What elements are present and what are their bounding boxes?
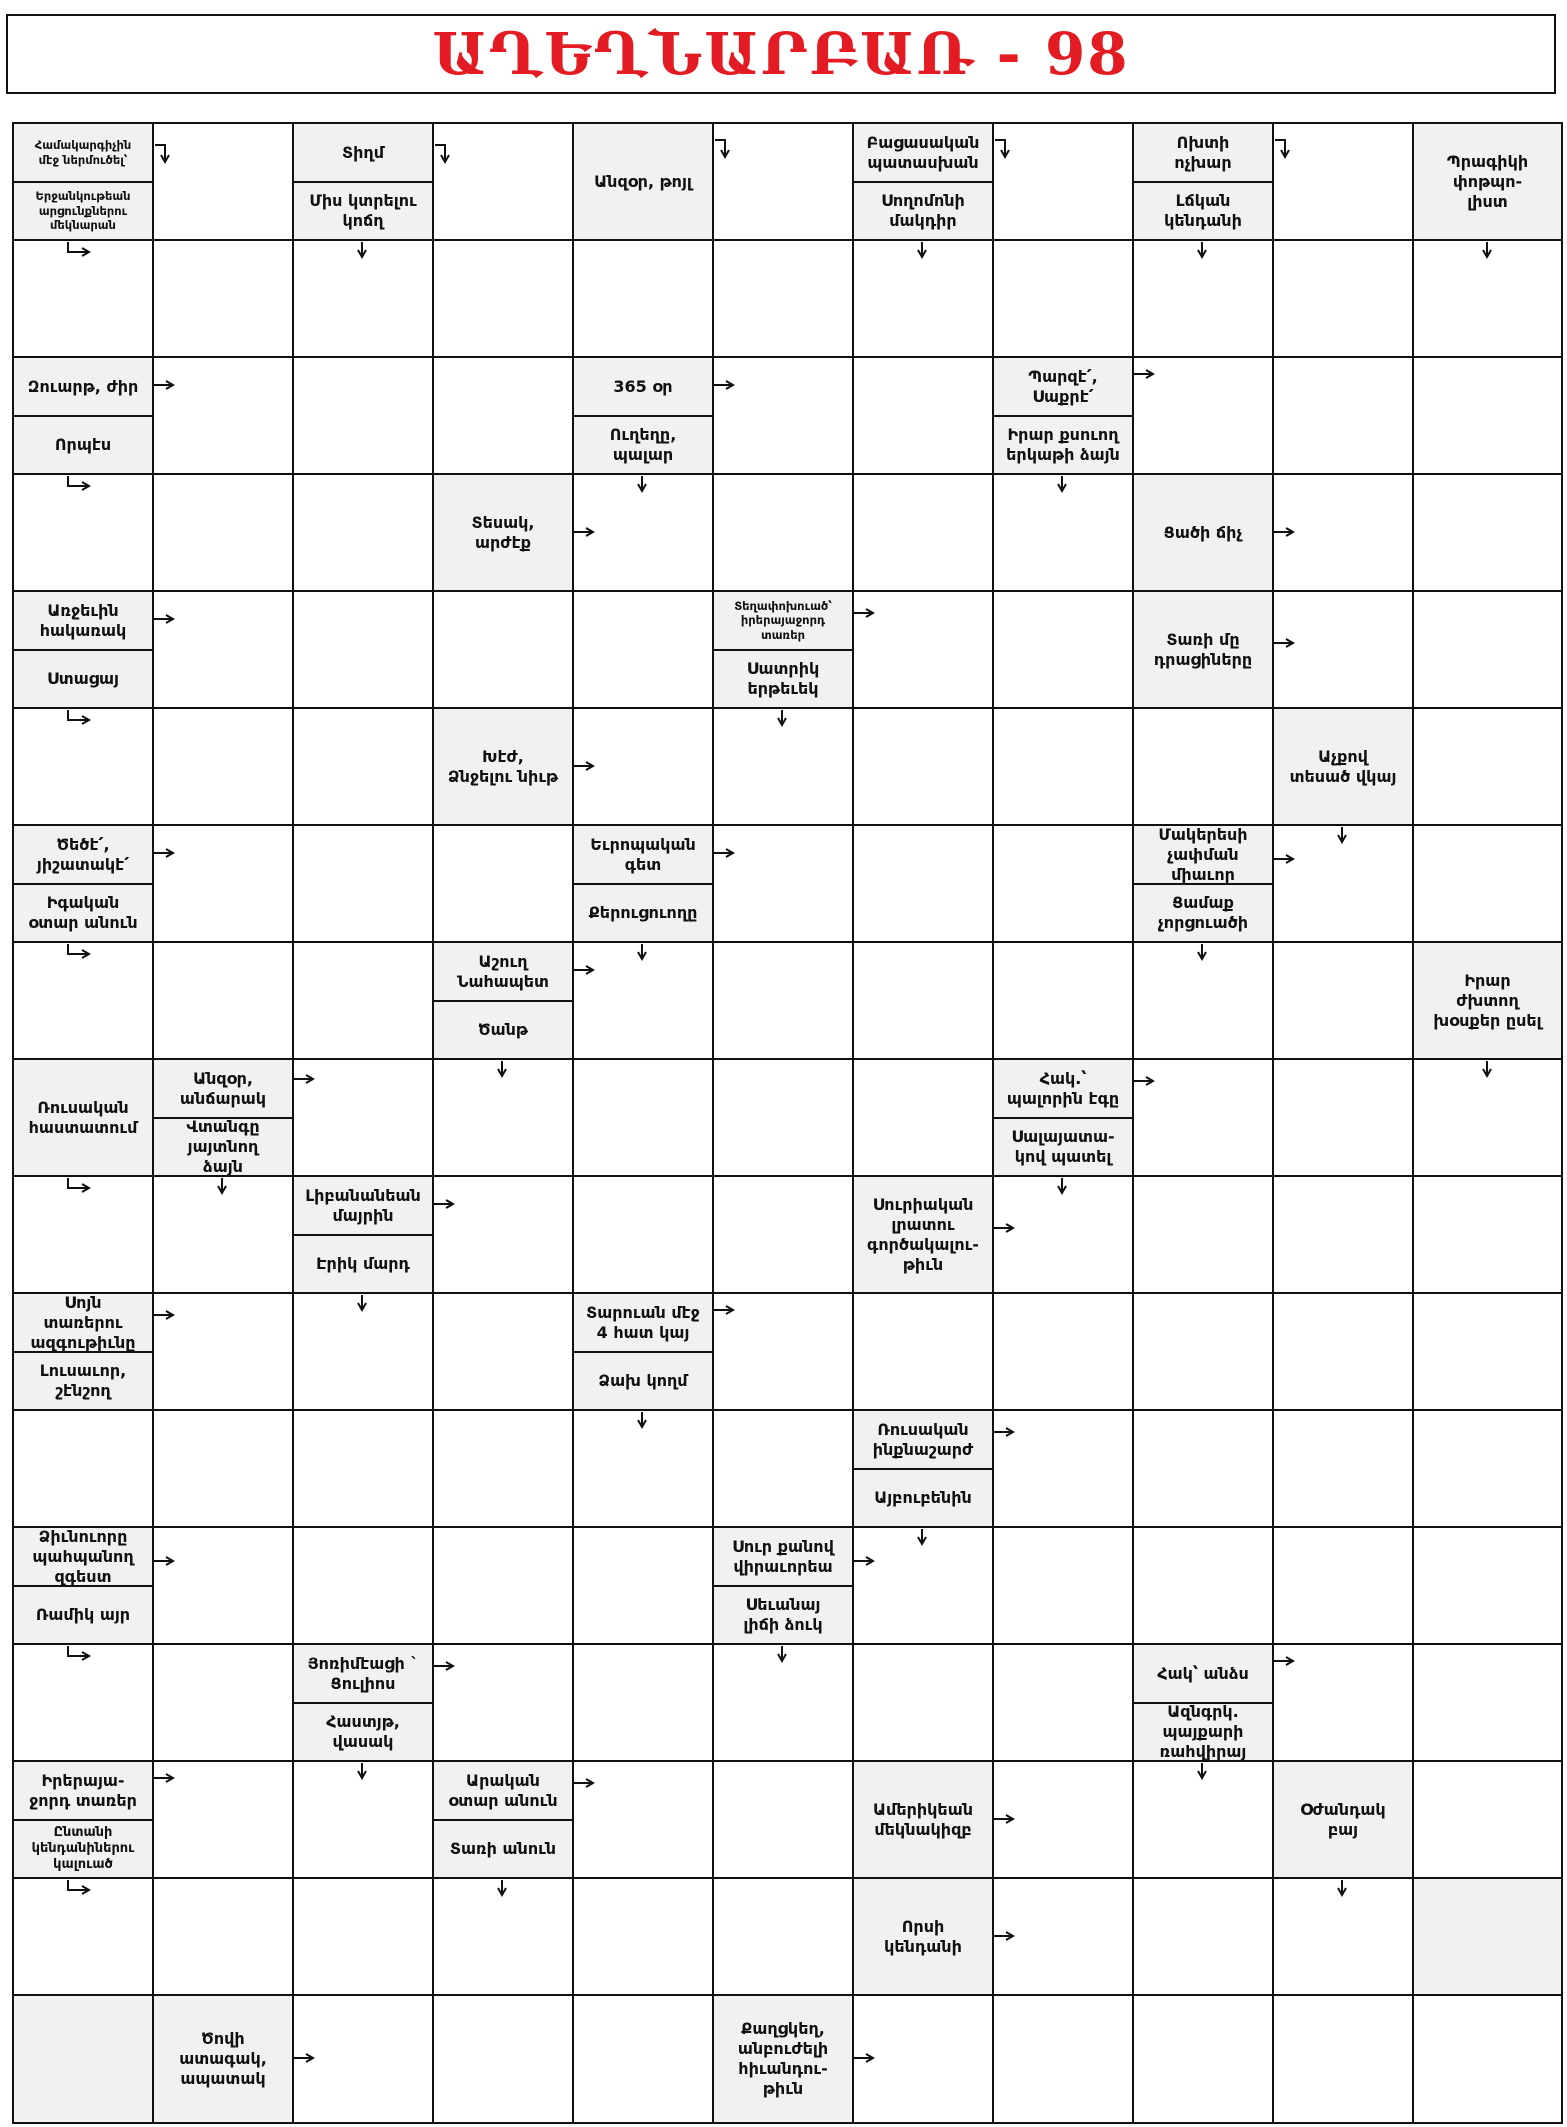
answer-cell[interactable] bbox=[292, 473, 434, 592]
answer-cell[interactable] bbox=[152, 590, 294, 709]
clue-cell-top: Ծեծէ՛, յիշատակէ՛ bbox=[12, 824, 154, 885]
clue-cell-bottom: Երջանկութեան արցունքներու մեկնարան bbox=[12, 181, 154, 241]
arrow-icon bbox=[1134, 1081, 1135, 1082]
clue-cell: Իրար ժխտող խօսքեր ըսել bbox=[1412, 941, 1563, 1060]
arrow-icon bbox=[154, 1315, 155, 1316]
clue-cell-bottom: Իգական օտար անուն bbox=[12, 883, 154, 943]
answer-cell[interactable] bbox=[572, 1175, 714, 1294]
answer-cell[interactable] bbox=[1132, 1409, 1274, 1528]
answer-cell[interactable] bbox=[1272, 1994, 1414, 2124]
title-box bbox=[6, 14, 1556, 94]
answer-cell[interactable] bbox=[1132, 1292, 1274, 1411]
answer-cell[interactable] bbox=[992, 239, 1134, 358]
arrow-icon bbox=[294, 1079, 295, 1080]
arrow-icon bbox=[922, 1529, 923, 1530]
clue-cell-top: Ռուսական ինքնաշարժ bbox=[852, 1409, 994, 1470]
answer-cell[interactable] bbox=[712, 1175, 854, 1294]
answer-cell[interactable] bbox=[1272, 122, 1414, 241]
answer-cell[interactable] bbox=[1412, 1175, 1563, 1294]
clue-cell-top: Լիբանանեան մայրին bbox=[292, 1175, 434, 1236]
arrow-icon bbox=[82, 1880, 83, 1881]
answer-cell[interactable] bbox=[152, 941, 294, 1060]
answer-cell[interactable] bbox=[1132, 1526, 1274, 1645]
answer-cell[interactable] bbox=[712, 473, 854, 592]
arrow-icon bbox=[82, 242, 83, 243]
answer-cell[interactable] bbox=[12, 707, 154, 826]
answer-cell[interactable] bbox=[1412, 1760, 1563, 1879]
answer-cell[interactable] bbox=[432, 1994, 574, 2124]
clue-cell-top: Հակ՝ անձս bbox=[1132, 1643, 1274, 1704]
answer-cell[interactable] bbox=[852, 941, 994, 1060]
arrow-icon bbox=[854, 613, 855, 614]
answer-cell[interactable] bbox=[572, 1760, 714, 1879]
arrow-icon bbox=[642, 944, 643, 945]
arrow-icon bbox=[82, 1646, 83, 1647]
arrow-icon bbox=[362, 1763, 363, 1764]
answer-cell[interactable] bbox=[152, 122, 294, 241]
answer-cell[interactable] bbox=[852, 707, 994, 826]
answer-cell[interactable] bbox=[152, 1526, 294, 1645]
clue-cell-bottom: Լուսաւոր, շէնշող bbox=[12, 1351, 154, 1411]
answer-cell[interactable] bbox=[432, 356, 574, 475]
arrow-icon bbox=[1202, 1763, 1203, 1764]
arrow-icon bbox=[82, 1178, 83, 1179]
arrow-icon bbox=[1487, 1061, 1488, 1062]
clue-cell: Պրագիկի փոթպո- լիստ bbox=[1412, 122, 1563, 241]
answer-cell[interactable] bbox=[12, 1409, 154, 1528]
clue-cell-top: Համակարգիչին մէջ ներմուծել՝ bbox=[12, 122, 154, 183]
arrow-icon bbox=[1274, 1661, 1275, 1662]
arrow-icon bbox=[994, 1936, 995, 1937]
clue-cell-top: Բացասական պատասխան bbox=[852, 122, 994, 183]
clue-cell-bottom: Իրար քսուող երկաթի ձայն bbox=[992, 415, 1134, 475]
clue-cell-top: Հակ.՝ պալորին էգը bbox=[992, 1058, 1134, 1119]
answer-cell[interactable] bbox=[1272, 1292, 1414, 1411]
arrow-icon bbox=[995, 140, 996, 141]
arrow-icon bbox=[994, 1228, 995, 1229]
arrow-icon bbox=[82, 944, 83, 945]
answer-cell[interactable] bbox=[712, 1877, 854, 1996]
answer-cell[interactable] bbox=[152, 239, 294, 358]
answer-cell[interactable] bbox=[12, 473, 154, 592]
answer-cell[interactable] bbox=[1132, 707, 1274, 826]
answer-cell[interactable] bbox=[152, 1643, 294, 1762]
clue-cell-bottom: Ցամաք չորցուածի bbox=[1132, 883, 1274, 943]
clue-cell-bottom: Լճկան կենդանի bbox=[1132, 181, 1274, 241]
clue-cell-bottom: Ստացայ bbox=[12, 649, 154, 709]
arrow-icon bbox=[155, 145, 156, 146]
answer-cell[interactable] bbox=[432, 1409, 574, 1528]
clue-cell-bottom: Ուղեղը, պալար bbox=[572, 415, 714, 475]
answer-cell[interactable] bbox=[432, 239, 574, 358]
answer-cell[interactable] bbox=[432, 1292, 574, 1411]
arrow-icon bbox=[82, 710, 83, 711]
answer-cell[interactable] bbox=[292, 590, 434, 709]
answer-cell[interactable] bbox=[1412, 590, 1563, 709]
answer-cell[interactable] bbox=[992, 122, 1134, 241]
clue-cell-bottom: Տառի անուն bbox=[432, 1819, 574, 1879]
blocked-cell bbox=[12, 1994, 154, 2124]
answer-cell[interactable] bbox=[1272, 1058, 1414, 1177]
answer-cell[interactable] bbox=[432, 590, 574, 709]
arrow-icon bbox=[574, 766, 575, 767]
answer-cell[interactable] bbox=[992, 1526, 1134, 1645]
crossword-grid bbox=[12, 122, 1561, 2122]
answer-cell[interactable] bbox=[152, 1409, 294, 1528]
answer-cell[interactable] bbox=[292, 941, 434, 1060]
answer-cell[interactable] bbox=[12, 1877, 154, 1996]
answer-cell[interactable] bbox=[992, 1643, 1134, 1762]
answer-cell[interactable] bbox=[852, 356, 994, 475]
arrow-icon bbox=[154, 1778, 155, 1779]
answer-cell[interactable] bbox=[712, 356, 854, 475]
arrow-icon bbox=[854, 1561, 855, 1562]
clue-cell: Անզօր, թոյլ bbox=[572, 122, 714, 241]
arrow-icon bbox=[714, 1310, 715, 1311]
arrow-icon bbox=[294, 2058, 295, 2059]
answer-cell[interactable] bbox=[712, 941, 854, 1060]
arrow-icon bbox=[82, 476, 83, 477]
arrow-icon bbox=[434, 1204, 435, 1205]
answer-cell[interactable] bbox=[432, 122, 574, 241]
answer-cell[interactable] bbox=[1272, 1175, 1414, 1294]
clue-cell-top: Սուր քանով վիրաւորեա bbox=[712, 1526, 854, 1587]
answer-cell[interactable] bbox=[292, 356, 434, 475]
answer-cell[interactable] bbox=[572, 590, 714, 709]
clue-cell: Քաղցկեղ, անբուժելի հիւանդու- թիւն bbox=[712, 1994, 854, 2124]
arrow-icon bbox=[642, 1412, 643, 1413]
clue-cell-top: Յոռիմէացի ` Ցուլիոս bbox=[292, 1643, 434, 1704]
arrow-icon bbox=[1202, 944, 1203, 945]
answer-cell[interactable] bbox=[1272, 941, 1414, 1060]
clue-cell: Խէժ, Ձնջելու նիւթ bbox=[432, 707, 574, 826]
answer-cell[interactable] bbox=[852, 824, 994, 943]
arrow-icon bbox=[1274, 532, 1275, 533]
answer-cell[interactable] bbox=[152, 1292, 294, 1411]
clue-cell-top: Աշուղ Նահապետ bbox=[432, 941, 574, 1002]
answer-cell[interactable] bbox=[12, 1175, 154, 1294]
answer-cell[interactable] bbox=[1272, 1409, 1414, 1528]
arrow-icon bbox=[502, 1880, 503, 1881]
answer-cell[interactable] bbox=[1272, 590, 1414, 709]
arrow-icon bbox=[1274, 643, 1275, 644]
answer-cell[interactable] bbox=[712, 1409, 854, 1528]
answer-cell[interactable] bbox=[852, 473, 994, 592]
answer-cell[interactable] bbox=[12, 941, 154, 1060]
answer-cell[interactable] bbox=[852, 1643, 994, 1762]
answer-cell[interactable] bbox=[1412, 824, 1563, 943]
answer-cell[interactable] bbox=[712, 239, 854, 358]
answer-cell[interactable] bbox=[432, 824, 574, 943]
answer-cell[interactable] bbox=[1412, 1643, 1563, 1762]
clue-cell-top: Տեղափոխուած՝ իրերայաջորդ տառեր bbox=[712, 590, 854, 651]
answer-cell[interactable] bbox=[852, 1994, 994, 2124]
answer-cell[interactable] bbox=[1132, 1994, 1274, 2124]
clue-cell-bottom: Ազնգրկ. պայքարի ռահվիրայ bbox=[1132, 1702, 1274, 1762]
arrow-icon bbox=[642, 476, 643, 477]
answer-cell[interactable] bbox=[1132, 1175, 1274, 1294]
answer-cell[interactable] bbox=[152, 473, 294, 592]
arrow-icon bbox=[1342, 827, 1343, 828]
arrow-icon bbox=[434, 1666, 435, 1667]
arrow-icon bbox=[782, 710, 783, 711]
clue-cell-bottom: Սողոմոնի մակդիր bbox=[852, 181, 994, 241]
arrow-icon bbox=[154, 1561, 155, 1562]
arrow-icon bbox=[574, 1783, 575, 1784]
answer-cell[interactable] bbox=[1272, 356, 1414, 475]
clue-cell: Տառի մը դրացիները bbox=[1132, 590, 1274, 709]
clue-cell-bottom: Սեւանայ լիճի ձուկ bbox=[712, 1585, 854, 1645]
clue-cell-bottom: Միս կտրելու կոճղ bbox=[292, 181, 434, 241]
answer-cell[interactable] bbox=[292, 1058, 434, 1177]
arrow-icon bbox=[1342, 1880, 1343, 1881]
clue-cell-top: Մակերեսի չափման միաւոր bbox=[1132, 824, 1274, 885]
arrow-icon bbox=[994, 1819, 995, 1820]
answer-cell[interactable] bbox=[152, 1877, 294, 1996]
answer-cell[interactable] bbox=[292, 1409, 434, 1528]
answer-cell[interactable] bbox=[992, 824, 1134, 943]
clue-cell-bottom: Քերուցուողը bbox=[572, 883, 714, 943]
answer-cell[interactable] bbox=[152, 356, 294, 475]
arrow-icon bbox=[782, 1646, 783, 1647]
clue-cell-top: Ձիւնուորը պահպանող զգեստ bbox=[12, 1526, 154, 1587]
clue-cell-bottom: Վտանգը յայտնող ձայն bbox=[152, 1117, 294, 1177]
answer-cell[interactable] bbox=[1412, 356, 1563, 475]
arrow-icon bbox=[1134, 374, 1135, 375]
answer-cell[interactable] bbox=[1412, 1409, 1563, 1528]
clue-cell: Ամերիկեան մեկնակիզբ bbox=[852, 1760, 994, 1879]
page-title: ԱՂԵՂՆԱՐԲԱՌ - 98 bbox=[432, 20, 1130, 88]
answer-cell[interactable] bbox=[572, 1994, 714, 2124]
answer-cell[interactable] bbox=[1412, 1994, 1563, 2124]
arrow-icon bbox=[502, 1061, 503, 1062]
arrow-icon bbox=[714, 853, 715, 854]
clue-cell-bottom: Հաստյթ, վասակ bbox=[292, 1702, 434, 1762]
arrow-icon bbox=[994, 1432, 995, 1433]
arrow-icon bbox=[922, 242, 923, 243]
arrow-icon bbox=[435, 145, 436, 146]
answer-cell[interactable] bbox=[292, 1994, 434, 2124]
answer-cell[interactable] bbox=[572, 1643, 714, 1762]
answer-cell[interactable] bbox=[12, 239, 154, 358]
arrow-icon bbox=[1062, 1178, 1063, 1179]
clue-cell-top: Եւրոպական գետ bbox=[572, 824, 714, 885]
answer-cell[interactable] bbox=[712, 122, 854, 241]
clue-cell-bottom: Սալայատա- կով պատել bbox=[992, 1117, 1134, 1177]
arrow-icon bbox=[1487, 242, 1488, 243]
arrow-icon bbox=[715, 140, 716, 141]
clue-cell-bottom: Սատրիկ երթեւեկ bbox=[712, 649, 854, 709]
answer-cell[interactable] bbox=[852, 590, 994, 709]
answer-cell[interactable] bbox=[292, 707, 434, 826]
clue-cell-top: Առջեւին հակառակ bbox=[12, 590, 154, 651]
clue-cell-top: Զուարթ, ժիր bbox=[12, 356, 154, 417]
clue-cell-top: Պարզէ՛, Սաքրէ՛ bbox=[992, 356, 1134, 417]
clue-cell-top: Անզօր, անճարակ bbox=[152, 1058, 294, 1119]
answer-cell[interactable] bbox=[712, 1058, 854, 1177]
clue-cell: Սուրիական լրատու գործակալու- թիւն bbox=[852, 1175, 994, 1294]
arrow-icon bbox=[1275, 140, 1276, 141]
arrow-icon bbox=[222, 1178, 223, 1179]
answer-cell[interactable] bbox=[852, 1292, 994, 1411]
clue-cell-bottom: Ձախ կողմ bbox=[572, 1351, 714, 1411]
answer-cell[interactable] bbox=[992, 1409, 1134, 1528]
answer-cell[interactable] bbox=[1412, 1526, 1563, 1645]
answer-cell[interactable] bbox=[992, 590, 1134, 709]
answer-cell[interactable] bbox=[992, 707, 1134, 826]
clue-cell-top: Արական օտար անուն bbox=[432, 1760, 574, 1821]
answer-cell[interactable] bbox=[1412, 473, 1563, 592]
answer-cell[interactable] bbox=[852, 1058, 994, 1177]
arrow-icon bbox=[154, 385, 155, 386]
clue-cell-top: Տիղմ bbox=[292, 122, 434, 183]
arrow-icon bbox=[574, 970, 575, 971]
clue-cell-top: Տարուան մէջ 4 հատ կայ bbox=[572, 1292, 714, 1353]
answer-cell[interactable] bbox=[572, 239, 714, 358]
answer-cell[interactable] bbox=[152, 824, 294, 943]
clue-cell-bottom: Էրիկ մարդ bbox=[292, 1234, 434, 1294]
answer-cell[interactable] bbox=[992, 1994, 1134, 2124]
clue-cell-top: 365 օր bbox=[572, 356, 714, 417]
answer-cell[interactable] bbox=[152, 707, 294, 826]
clue-cell: Ցածի ճիչ bbox=[1132, 473, 1274, 592]
arrow-icon bbox=[1202, 242, 1203, 243]
clue-cell: Որսի կենդանի bbox=[852, 1877, 994, 1996]
clue-cell-top: Իրերայա- ջորդ տառեր bbox=[12, 1760, 154, 1821]
clue-cell-bottom: Ծանթ bbox=[432, 1000, 574, 1060]
answer-cell[interactable] bbox=[1412, 707, 1563, 826]
answer-cell[interactable] bbox=[712, 1760, 854, 1879]
answer-cell[interactable] bbox=[292, 1526, 434, 1645]
answer-cell[interactable] bbox=[1272, 239, 1414, 358]
clue-cell: Ռուսական հաստատում bbox=[12, 1058, 154, 1177]
answer-cell[interactable] bbox=[292, 824, 434, 943]
arrow-icon bbox=[574, 532, 575, 533]
clue-cell-bottom: Ռամիկ այր bbox=[12, 1585, 154, 1645]
arrow-icon bbox=[714, 385, 715, 386]
answer-cell[interactable] bbox=[712, 824, 854, 943]
clue-cell: Տեսակ, արժէք bbox=[432, 473, 574, 592]
answer-cell[interactable] bbox=[432, 1175, 574, 1294]
answer-cell[interactable] bbox=[992, 941, 1134, 1060]
blocked-cell bbox=[1412, 1877, 1563, 1996]
arrow-icon bbox=[1062, 476, 1063, 477]
clue-cell-bottom: Որպէս bbox=[12, 415, 154, 475]
clue-cell-top: Ոխտի ոչխար bbox=[1132, 122, 1274, 183]
arrow-icon bbox=[854, 2058, 855, 2059]
answer-cell[interactable] bbox=[572, 1526, 714, 1645]
answer-cell[interactable] bbox=[1412, 1292, 1563, 1411]
clue-cell: Օժանդակ բայ bbox=[1272, 1760, 1414, 1879]
arrow-icon bbox=[362, 242, 363, 243]
clue-cell: Ծովի ատագակ, ապատակ bbox=[152, 1994, 294, 2124]
answer-cell[interactable] bbox=[572, 1877, 714, 1996]
answer-cell[interactable] bbox=[1272, 1526, 1414, 1645]
clue-cell-bottom: Այբուբենին bbox=[852, 1468, 994, 1528]
clue-cell: Աչքով տեսած վկայ bbox=[1272, 707, 1414, 826]
answer-cell[interactable] bbox=[1132, 1058, 1274, 1177]
clue-cell-bottom: Ընտանի կենդանիներու կալուած bbox=[12, 1819, 154, 1879]
arrow-icon bbox=[1274, 859, 1275, 860]
answer-cell[interactable] bbox=[572, 1058, 714, 1177]
clue-cell-top: Սոյն տառերու ազգութիւնը bbox=[12, 1292, 154, 1353]
arrow-icon bbox=[154, 619, 155, 620]
answer-cell[interactable] bbox=[432, 1643, 574, 1762]
arrow-icon bbox=[154, 853, 155, 854]
answer-cell[interactable] bbox=[292, 1877, 434, 1996]
arrow-icon bbox=[362, 1295, 363, 1296]
answer-cell[interactable] bbox=[992, 1292, 1134, 1411]
answer-cell[interactable] bbox=[1132, 1877, 1274, 1996]
answer-cell[interactable] bbox=[432, 1526, 574, 1645]
answer-cell[interactable] bbox=[12, 1643, 154, 1762]
